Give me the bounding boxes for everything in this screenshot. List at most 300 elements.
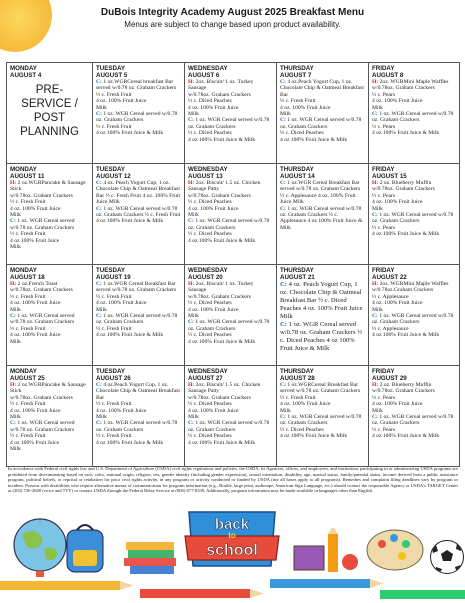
date-label: AUGUST 14 — [280, 173, 315, 180]
weekday-label: TUESDAY — [96, 65, 125, 72]
day-cell — [369, 265, 460, 366]
menu-item-text: Milk — [10, 212, 21, 219]
menu-item-text: 4 oz 100% Fruit Juice & Milk — [188, 136, 256, 143]
menu-item-text: 4 oz 100% Fruit Juice & Milk — [280, 433, 348, 440]
date-label: AUGUST 13 — [188, 173, 223, 180]
menu-item — [280, 281, 365, 321]
page-subtitle: Menus are subject to change based upon product availability. — [124, 20, 341, 29]
menu-item-text: ½ c. Diced Peaches — [188, 433, 232, 440]
menu-item — [10, 244, 89, 250]
menu-item-text: 1 oz. WGR Cereal served w/0.78 oz. Graham Crackers — [188, 420, 270, 433]
menu-item-text: ½ c. Pears — [372, 192, 395, 199]
cold-meal-marker: C: — [96, 281, 102, 287]
day-cell — [93, 63, 185, 164]
menu-item-text: 4 oz. 100% Fruit Juice — [372, 98, 423, 105]
menu-item-text: 4 oz. 100% Fruit Juice — [96, 300, 147, 307]
menu-item-text: ½ c. Fresh Fruit — [10, 231, 46, 238]
week-row — [7, 164, 460, 265]
menu-item-text: 4 oz 100% Fruit Juice & Milk — [372, 231, 440, 238]
menu-item-text: 4 oz. 100% Fruit Juice — [10, 332, 61, 339]
menu-item-text: ½ c. Fresh Fruit — [280, 98, 316, 105]
menu-item — [280, 414, 365, 427]
menu-item-text: w/0.78oz. Graham Crackers — [188, 394, 251, 401]
menu-item-text: ½ c. Pears — [372, 394, 395, 401]
hot-meal-marker: H: — [188, 79, 195, 85]
weekday-label: TUESDAY — [96, 267, 125, 274]
menu-item — [372, 231, 456, 237]
menu-item-text: w/0.78oz. Graham Crackers — [188, 293, 251, 300]
menu-item-text: 2 oz.French Toast — [17, 281, 58, 287]
menu-item-text: ½ c. Fresh Fruit — [10, 199, 46, 206]
menu-item-text: 4 oz. 100% Fruit Juice — [188, 104, 239, 111]
menu-item — [280, 321, 365, 353]
cold-meal-marker: C: — [96, 111, 102, 118]
weekday-label: FRIDAY — [372, 166, 395, 173]
cold-meal-marker: C: — [96, 180, 102, 186]
menu-item-text: ½ c. Diced Peaches — [188, 300, 232, 307]
date-label: AUGUST 25 — [10, 375, 45, 382]
week-row — [7, 366, 460, 467]
menu-item-text: 1 oz. WGR Cereal served w/0.78 oz. Graham Crackers — [96, 420, 178, 433]
menu-item-text: w/0.78oz. Graham Crackers — [372, 186, 435, 193]
date-label: AUGUST 22 — [372, 274, 407, 281]
menu-item-text: w/0.78oz. Graham Crackers — [10, 192, 73, 199]
menu-item-text: ½ c. Fresh Fruit — [10, 433, 46, 440]
menu-item — [188, 319, 273, 332]
palette-icon — [362, 520, 428, 576]
menu-item-text: 2 oz. Blueberry Muffin — [379, 180, 432, 186]
menu-item — [188, 440, 273, 446]
menu-item-text: 1 oz. WGR Cereal served w/0.78 oz. Graham Crackers — [372, 111, 454, 124]
menu-item-text: Milk — [96, 104, 107, 111]
menu-item-text: ½ c. Pears — [372, 91, 395, 98]
date-label: AUGUST 8 — [372, 72, 404, 79]
menu-item-text: 2oz. WGRMini Maple Waffles — [379, 281, 449, 287]
cold-meal-marker: C: — [280, 382, 286, 388]
date-label: AUGUST 29 — [372, 375, 407, 382]
weekday-label: MONDAY — [10, 267, 37, 274]
menu-item-text: 1 oz. WGR Cereal served w/0.78 oz. Graham Crackers ½ c. Applesauce 4 oz 100% Fruit Juice & Milk — [280, 205, 363, 231]
hot-meal-marker: H: — [372, 281, 379, 287]
menu-item — [10, 339, 89, 345]
cold-meal-marker: C: — [96, 382, 102, 388]
day-cell — [7, 63, 93, 164]
weekday-label: WEDNESDAY — [188, 65, 228, 72]
menu-item-text: ½ c. Diced Peaches — [188, 98, 232, 105]
hot-meal-marker: H: — [372, 79, 379, 85]
menu-item-text: 1 oz. WGR Cereal served w/0.78 oz. Graham Crackers — [96, 111, 178, 124]
date-label: AUGUST 5 — [96, 72, 128, 79]
sign-word-to: to — [228, 531, 236, 540]
menu-item — [280, 137, 365, 143]
menu-item-text: 1 oz. WGR Cereal served w/0.78 oz. Graham Crackers — [10, 218, 75, 231]
cold-meal-marker: C: — [372, 313, 378, 320]
menu-item — [372, 111, 456, 124]
menu-item-text: 1 oz. WGR Cereal served w/0.78 oz. Graham Crackers — [280, 117, 362, 130]
menu-item-text: 1 oz.WGR Cereal Breakfast Bar served w/0.78 oz. Graham Crackers ½ c. Applesauce 4 oz. 100% Fruit Juice Milk — [280, 180, 361, 206]
hot-meal-marker: H: — [188, 180, 195, 186]
weekday-label: FRIDAY — [372, 267, 395, 274]
weekday-label: TUESDAY — [96, 368, 125, 375]
menu-item — [188, 238, 273, 244]
day-cell — [277, 366, 369, 467]
cold-meal-marker: C: — [10, 218, 16, 225]
cold-meal-marker: C: — [280, 117, 286, 124]
date-label: AUGUST 6 — [188, 72, 220, 79]
menu-item-text: Milk — [188, 111, 199, 118]
menu-item-text: 4 oz. 100% Fruit Juice — [280, 401, 331, 408]
date-label: AUGUST 7 — [280, 72, 312, 79]
menu-item-text: 4 oz 100% Fruit Juice & Milk — [372, 130, 440, 137]
menu-item-text: ½ c. Fresh Fruit — [10, 325, 46, 332]
weekday-label: FRIDAY — [372, 65, 395, 72]
menu-item — [372, 332, 456, 338]
menu-item-text: 4 oz. 100% Fruit Juice — [188, 205, 239, 212]
menu-item-text: ½ c. Fresh Fruit — [96, 325, 132, 332]
header — [0, 4, 465, 29]
menu-item-text: 1 oz. WGR Cereal served w/0.78 oz. Graham Crackers ½ c. Fresh Fruit 4 oz 100% Fruit Juice & Milk — [96, 205, 181, 225]
date-label: AUGUST 15 — [372, 173, 407, 180]
menu-item — [188, 420, 273, 433]
notice-line: POST — [33, 112, 66, 124]
menu-item-text: Milk — [372, 104, 383, 111]
menu-item — [280, 382, 365, 395]
menu-item-text: 4 oz. Peach Yogurt Cup, 1 oz. Chocolate Chip & Oatmeal Breakfast Bar ½ c. Diced Peaches 4 oz. 100% Fruit Juice Milk — [280, 281, 363, 320]
menu-item-text: 2 oz.WGRPancake & Sausage Stick — [10, 180, 86, 193]
date-label: AUGUST 26 — [96, 375, 131, 382]
cold-meal-marker: C: — [10, 313, 16, 320]
menu-item-text: 4 oz. 100% Fruit Juice — [372, 199, 423, 206]
menu-item-text: 4 oz. 100% Fruit Juice — [372, 401, 423, 408]
menu-item — [10, 446, 89, 452]
menu-item — [96, 130, 181, 136]
day-cell — [277, 265, 369, 366]
day-cell — [185, 265, 277, 366]
menu-item-text: ½ c. Diced Peaches — [280, 426, 324, 433]
menu-item-text: Milk — [188, 212, 199, 219]
menu-item-text: 4 oz. 100% Fruit Juice — [372, 300, 423, 307]
cold-meal-marker: C: — [372, 111, 378, 118]
menu-item — [10, 180, 89, 193]
menu-item-text: 2oz. Biscuit/ 1.5 oz. Chicken Sausage Patty — [188, 180, 261, 193]
menu-item — [372, 414, 456, 427]
menu-item-text: 4 oz 100% Fruit Juice & Milk — [96, 130, 164, 137]
menu-item-text: 1 oz. WGR Cereal served w/0.78 oz. Graham Crackers — [188, 117, 270, 130]
menu-item-text: ½ c. Diced Peaches — [280, 130, 324, 137]
cold-meal-marker: C: — [10, 420, 16, 427]
date-label: AUGUST 4 — [10, 72, 42, 79]
date-label: AUGUST 21 — [280, 274, 315, 281]
notice-line: PRE- — [35, 84, 64, 96]
menu-item-text: ½ c. Fresh Fruit — [10, 293, 46, 300]
back-to-school-sign — [183, 508, 281, 570]
weekday-label: MONDAY — [10, 368, 37, 375]
menu-item — [280, 79, 365, 98]
menu-item — [372, 130, 456, 136]
sign-word-school: school — [206, 542, 258, 559]
date-label: AUGUST 27 — [188, 375, 223, 382]
menu-item-text: 4 oz. 100% Fruit Juice — [10, 407, 61, 414]
menu-item-text: 4 oz 100% Fruit Juice — [10, 237, 60, 244]
menu-item-text: ½ c. Fresh Fruit — [280, 394, 316, 401]
menu-item-text: 4 oz 100% Fruit Juice & Milk — [372, 433, 440, 440]
menu-item-text: 4 oz 100% Fruit Juice & Milk — [188, 439, 256, 446]
menu-item-text: Milk — [280, 407, 291, 414]
menu-item-text: 4 oz. 100% Fruit Juice — [96, 98, 147, 105]
menu-item-text: 1 oz. WGR Cereal served w/0.78 oz. Graham Crackers — [188, 218, 270, 231]
menu-item-text: 1 oz. WGR Cereal served w/0.78 oz. Graham Crackers — [280, 414, 362, 427]
menu-item-text: 1 oz. WGR Cereal served w/0.78 oz. Graham Crackers — [372, 212, 454, 225]
date-label: AUGUST 20 — [188, 274, 223, 281]
cold-meal-marker: C: — [188, 319, 194, 326]
day-cell — [185, 366, 277, 467]
menu-item-text: 4 oz. 100% Fruit Juice — [188, 306, 239, 313]
hot-meal-marker: H: — [188, 382, 195, 388]
cold-meal-marker: C: — [188, 420, 194, 427]
menu-item-text: ½ c. Diced Peaches — [188, 401, 232, 408]
menu-item — [96, 180, 181, 206]
menu-item-text: 1 oz.WGRCereal Breakfast Bar served w/0.78 oz. Graham Crackers — [280, 382, 361, 395]
notice-line: SERVICE / — [21, 98, 78, 110]
school-supplies-icon — [290, 528, 360, 576]
menu-item-text: 2oz. Biscuit/ 1 oz. Turkey Sausage — [188, 79, 254, 92]
cold-meal-marker: C: — [188, 218, 194, 225]
cold-meal-marker: C: — [372, 414, 378, 421]
date-label: AUGUST 28 — [280, 375, 315, 382]
backpack-icon — [55, 520, 115, 575]
cold-meal-marker: C: — [280, 79, 286, 85]
menu-item-text: 4 oz. 100% Fruit Juice — [96, 407, 147, 414]
menu-item-text: Milk — [10, 338, 21, 345]
day-cell — [369, 63, 460, 164]
weekday-label: TUESDAY — [96, 166, 125, 173]
cold-meal-marker: C: — [96, 420, 102, 427]
menu-item-text: 4 oz 100% Fruit Juice & Milk — [280, 136, 348, 143]
day-cell — [7, 265, 93, 366]
weekday-label: WEDNESDAY — [188, 166, 228, 173]
menu-item-text: Milk — [280, 111, 291, 118]
menu-item-text: Milk — [188, 313, 199, 320]
day-cell — [185, 63, 277, 164]
menu-item — [96, 313, 181, 326]
menu-item-text: 2oz. Biscuit/ 1.5 oz. Chicken Sausage Patty — [188, 382, 261, 395]
menu-item-text: Milk — [10, 244, 21, 251]
day-cell — [7, 164, 93, 265]
cold-meal-marker: C: — [188, 117, 194, 124]
menu-item-text: 1 oz. WGR Cereal served w/0.78 oz. Graham Crackers — [10, 420, 75, 433]
menu-item — [188, 180, 273, 193]
cold-meal-marker: C: — [280, 180, 286, 186]
day-cell — [369, 164, 460, 265]
page-title: DuBois Integrity Academy August 2025 Breakfast Menu — [100, 7, 365, 18]
menu-item — [96, 79, 181, 92]
menu-item-text: w/0.78oz. Graham Crackers — [10, 287, 73, 294]
menu-item-text: 4 oz. 100% Fruit Juice — [10, 205, 61, 212]
menu-item-text: 2 oz.WGRPancake & Sausage Stick — [10, 382, 86, 395]
day-cell — [93, 265, 185, 366]
menu-item-text: 4 oz 100% Fruit Juice & Milk — [96, 439, 164, 446]
menu-item — [188, 79, 273, 92]
notice-line: PLANNING — [20, 126, 79, 138]
menu-item-text: 1 oz. WGR Cereal served w/0.78 oz. Graham Crackers — [10, 313, 75, 326]
weekday-label: WEDNESDAY — [188, 368, 228, 375]
menu-item — [188, 218, 273, 231]
menu-item — [10, 218, 89, 231]
menu-item-text: 1 oz. WGR Cereal served w/0.78 oz. Graham Crackers ½ c. Diced Peaches 4 oz 100% Fruit Juice & Milk — [280, 321, 363, 352]
menu-item-text: w/0.78oz. Graham Crackers — [372, 85, 435, 92]
menu-item — [280, 180, 365, 206]
day-cell — [7, 366, 93, 467]
day-cell — [277, 63, 369, 164]
menu-item — [96, 420, 181, 433]
day-cell — [277, 164, 369, 265]
cold-meal-marker: C: — [280, 205, 286, 212]
menu-item-text: ½ c. Applesauce — [372, 293, 409, 300]
weekday-label: THURSDAY — [280, 368, 314, 375]
menu-item-text: ½ c. Diced Peaches — [188, 332, 232, 339]
menu-item — [280, 117, 365, 130]
weekday-label: THURSDAY — [280, 267, 314, 274]
weekday-label: FRIDAY — [372, 368, 395, 375]
weekday-label: MONDAY — [10, 65, 37, 72]
weekday-label: THURSDAY — [280, 65, 314, 72]
menu-item-text: 4 oz. 100% Fruit Juice — [280, 104, 331, 111]
week-row — [7, 265, 460, 366]
date-label: AUGUST 12 — [96, 173, 131, 180]
pencils-border — [0, 575, 465, 603]
menu-item-text: ½ c. Fresh Fruit — [96, 401, 132, 408]
menu-item — [372, 313, 456, 326]
menu-item-text: ½ c. Fresh Fruit — [96, 293, 132, 300]
menu-item-text: 1 oz.WGRCereal breakfast Bar served w/0.78 oz. Graham Crackers — [96, 79, 177, 92]
hot-meal-marker: H: — [10, 281, 17, 287]
week-row — [7, 63, 460, 164]
menu-item-text: 4 oz.Peach Yogurt Cup, 1 oz. Chocolate Chip & Oatmeal Breakfast Bar — [280, 79, 364, 98]
menu-item-text: ½ c. Applesauce — [372, 325, 409, 332]
cold-meal-marker: C: — [372, 212, 378, 219]
date-label: AUGUST 18 — [10, 274, 45, 281]
weekday-label: WEDNESDAY — [188, 267, 228, 274]
menu-item-text: w/0.78oz. Graham Crackers — [372, 388, 435, 395]
menu-item-text: Milk — [10, 446, 21, 453]
menu-item-text: 1 oz. WGR Cereal served w/0.78 oz. Graham Crackers — [372, 313, 454, 326]
menu-item-text: Milk — [372, 407, 383, 414]
menu-item-text: 2 oz. Blueberry Muffin — [379, 382, 432, 388]
sign-word-back: back — [214, 516, 250, 533]
weekday-label: THURSDAY — [280, 166, 314, 173]
menu-item-text: ½ c. Fresh Fruit — [96, 123, 132, 130]
menu-item-text: w/0.78oz. Graham Crackers — [10, 394, 73, 401]
day-cell — [369, 366, 460, 467]
menu-item-text: 1 oz. WGR Cereal served w/0.78 oz. Graham Crackers — [372, 414, 454, 427]
menu-item — [188, 339, 273, 345]
menu-item-text: 4 oz 100% Fruit Juice — [10, 439, 60, 446]
menu-item-text: 4 oz. 100% Fruit Juice — [10, 300, 61, 307]
menu-item — [96, 206, 181, 225]
menu-item-text: ½ c. Pears — [372, 426, 395, 433]
menu-item-text: ½ c. Diced Peaches — [188, 231, 232, 238]
hot-meal-marker: H: — [372, 382, 379, 388]
menu-item-text: 4 oz 100% Fruit Juice & Milk — [188, 338, 256, 345]
cold-meal-marker: C: — [96, 79, 102, 85]
menu-item — [280, 433, 365, 439]
date-label: AUGUST 11 — [10, 173, 45, 180]
menu-item-text: ½ c. Fresh Fruit — [10, 401, 46, 408]
menu-item-text: 1 oz.WGR Cereal Breakfast Bar served w/0.78 oz. Graham Crackers — [96, 281, 177, 294]
menu-item — [372, 212, 456, 225]
menu-item-text: ½ c. Fresh Fruit — [96, 433, 132, 440]
menu-item — [280, 206, 365, 232]
cold-meal-marker: C: — [96, 205, 102, 212]
menu-item — [96, 382, 181, 401]
no-service-notice — [10, 83, 89, 139]
menu-item-text: 4 oz 100% Fruit Juice & Milk — [96, 332, 164, 339]
menu-item-text: ½ c. Pears — [372, 123, 395, 130]
menu-item-text: Milk — [96, 414, 107, 421]
day-cell — [93, 366, 185, 467]
menu-item-text: Milk — [372, 205, 383, 212]
hot-meal-marker: H: — [188, 281, 195, 287]
menu-item-text: 4 oz. 100% Fruit Juice — [188, 407, 239, 414]
menu-item-text: Milk — [96, 306, 107, 313]
menu-item-text: Milk — [188, 414, 199, 421]
menu-item-text: w/0.78oz. Graham Crackers — [188, 91, 251, 98]
menu-item — [372, 433, 456, 439]
soccer-ball-icon — [430, 540, 464, 574]
weekday-label: MONDAY — [10, 166, 37, 173]
menu-item-text: 4 oz 100% Fruit Juice & Milk — [372, 332, 440, 339]
menu-calendar — [6, 62, 460, 467]
day-cell — [185, 164, 277, 265]
menu-item-text: 1 oz. WGR Cereal served w/0.78 oz. Graham Crackers — [188, 319, 270, 332]
hot-meal-marker: H: — [10, 180, 17, 186]
menu-item-text: 2oz. Biscuit/ 1 oz. Turkey Sausage — [188, 281, 254, 294]
menu-item — [10, 313, 89, 326]
menu-item — [96, 332, 181, 338]
menu-item-text: 1 oz. WGR Cereal served w/0.78 oz. Graham Crackers — [96, 313, 178, 326]
menu-item-text: ½ c. Fresh Fruit — [96, 91, 132, 98]
hot-meal-marker: H: — [372, 180, 379, 186]
menu-item-text: Milk — [10, 414, 21, 421]
menu-item-text: ½ c. Pears — [372, 224, 395, 231]
hot-meal-marker: H: — [10, 382, 17, 388]
menu-item-text: 4 oz.Peach Yogurt Cup, 1 oz. Chocolate Chip & Oatmeal Breakfast Bar — [96, 382, 180, 401]
menu-item — [96, 281, 181, 294]
menu-item — [188, 382, 273, 395]
menu-item-text: 4 oz 100% Fruit Juice & Milk — [188, 237, 256, 244]
day-cell — [93, 164, 185, 265]
menu-item-text: ½ c. Diced Peaches — [188, 199, 232, 206]
menu-item — [188, 137, 273, 143]
cold-meal-marker: C: — [96, 313, 102, 320]
menu-item-text: w/0.78oz. Graham Crackers — [188, 192, 251, 199]
date-label: AUGUST 19 — [96, 274, 131, 281]
menu-item — [188, 117, 273, 130]
menu-item-text: Milk — [372, 306, 383, 313]
nondiscrimination-statement: In accordance with Federal civil rights law and U.S. Department of Agriculture (USDA) civil rights regulations and policies, the USDA, its Agencies, offices, and employees, and institutions participating in or administering USDA programs are prohibited from discriminating based on race, color, national origin, religion, sex, gender identity (including gender expression), sexual orientation, disability, age, marital status, family/parental status, income derived from a public assistance program, political beliefs, or reprisal or retaliation for prior civil rights activity, in any program or activity conducted or funded by USDA (not all bases apply to all programs). Remedies and complaint filing deadlines vary by program or incident. Persons with disabilities who require alternative means of communication for program information (e.g., Braille, large print, audiotape, American Sign Language, etc.) should contact the responsible Agency or USDA's TARGET Center at (202) 720-2600 (voice and TTY) or contact USDA through the Federal Relay Service at (800) 877-8339. Additionally, program information may be made available in languages other than English. — [8, 466, 458, 494]
menu-item-text: Milk — [10, 306, 21, 313]
menu-item — [10, 420, 89, 433]
menu-item-text: 4 oz. Peach Yogurt Cup, 1 oz. Chocolate Chip & Oatmeal Breakfast Bar ½ c. Fresh Fruit 4 oz. 100% Fruit Juice Milk — [96, 180, 181, 206]
menu-item — [96, 111, 181, 124]
books-icon — [120, 530, 180, 575]
menu-item-text: ½ c. Diced Peaches — [188, 130, 232, 137]
menu-item — [10, 382, 89, 395]
cold-meal-marker: C: — [280, 321, 287, 328]
menu-item — [188, 281, 273, 294]
cold-meal-marker: C: — [280, 281, 287, 288]
cold-meal-marker: C: — [280, 414, 286, 421]
